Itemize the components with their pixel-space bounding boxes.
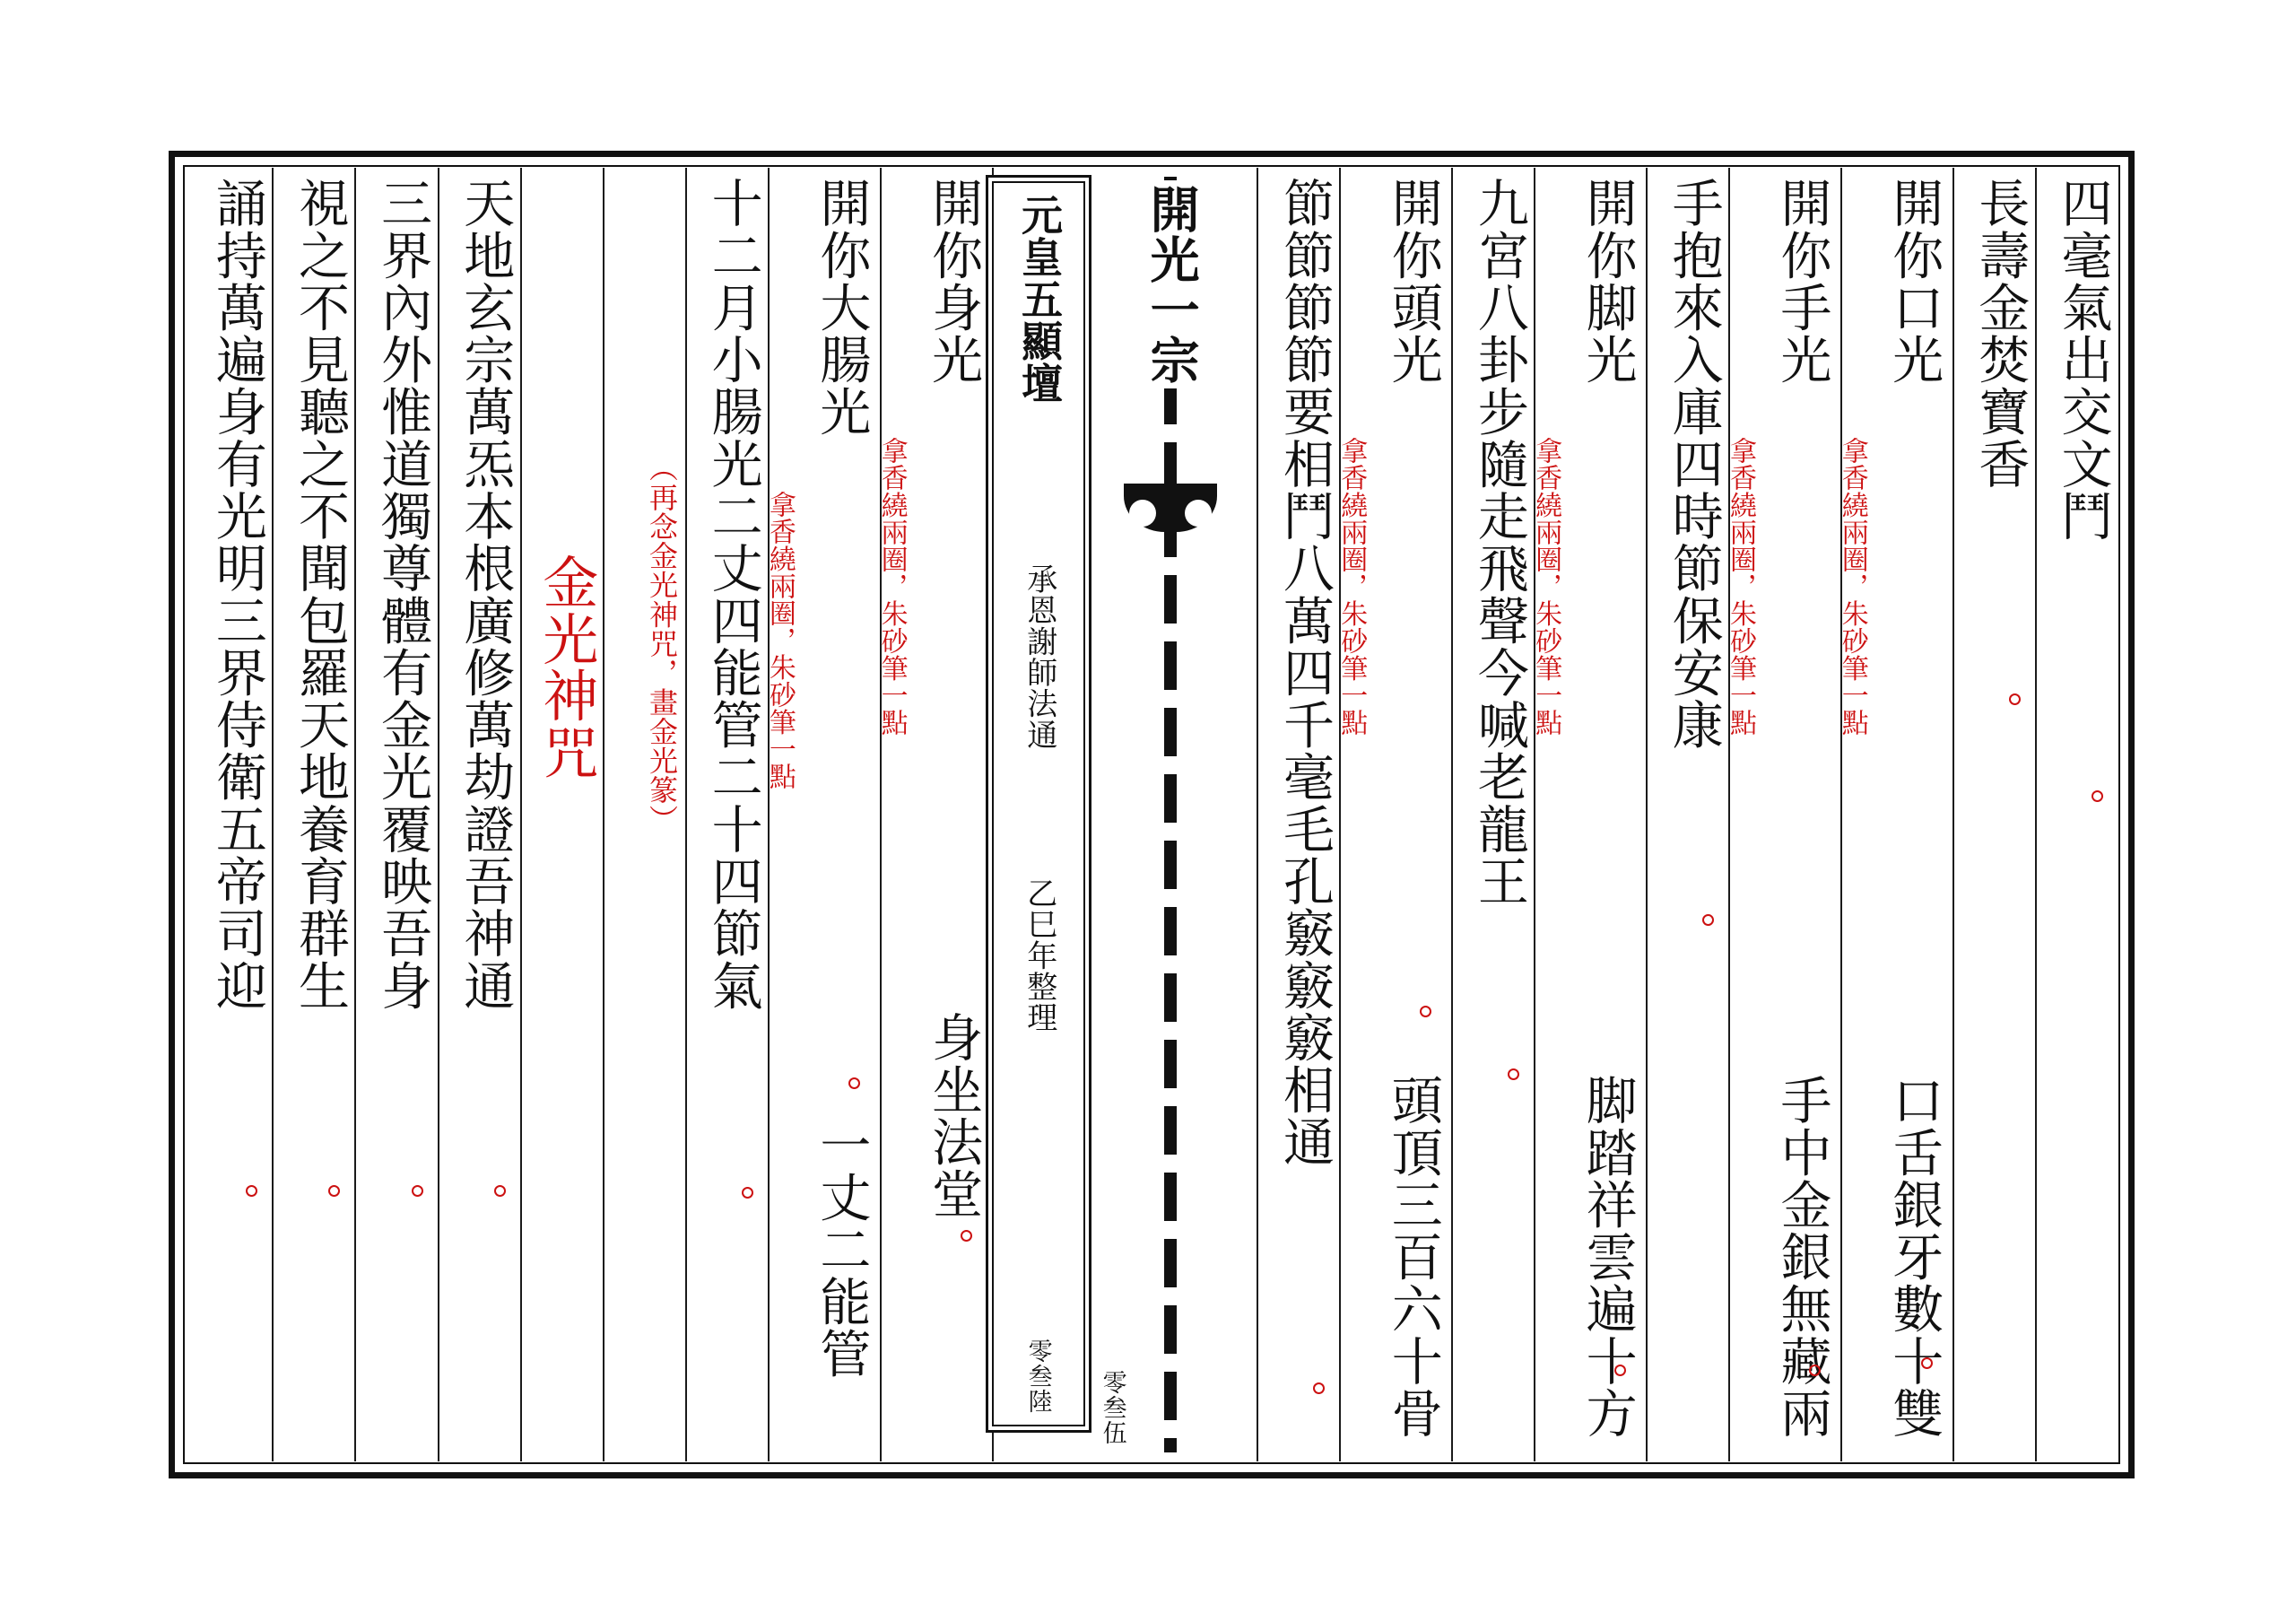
column-heading-red: 金光神咒 bbox=[534, 554, 596, 780]
text-column-3 bbox=[1837, 168, 1952, 1461]
plaque-year-note: 乙巳年整理 bbox=[1022, 877, 1056, 1033]
text-column-1 bbox=[2035, 168, 2118, 1461]
plaque-body-column bbox=[992, 168, 1126, 1461]
page-number-right: 零叁伍 bbox=[1099, 1369, 1126, 1445]
column-text: 視之不見聽之不聞包羅天地養育群生 bbox=[291, 177, 348, 1012]
column-note-red: （再念金光神咒，畫金光篆） bbox=[645, 453, 678, 834]
text-column-11 bbox=[764, 168, 880, 1461]
punctuation-dot bbox=[1614, 1365, 1626, 1376]
column-text-head: 開你手光 bbox=[1772, 177, 1830, 386]
text-column-9 bbox=[1257, 168, 1339, 1461]
column-text: 天地玄宗萬炁本根廣修萬劫證吾神通 bbox=[456, 177, 513, 1012]
column-text-head: 開你口光 bbox=[1884, 177, 1942, 386]
punctuation-dot bbox=[961, 1230, 972, 1242]
punctuation-dot bbox=[2092, 790, 2103, 802]
text-column-8 bbox=[1336, 168, 1451, 1461]
column-text-tail: 口舌銀牙數十雙 bbox=[1884, 1074, 1942, 1439]
text-column-4 bbox=[1725, 168, 1840, 1461]
column-annotation: 拿香繞兩圈，朱砂筆一點 bbox=[764, 491, 795, 790]
text-column-12 bbox=[685, 168, 768, 1461]
text-column-6 bbox=[1531, 168, 1646, 1461]
column-text: 十二月小腸光二丈四能管二十四節氣 bbox=[704, 177, 761, 1012]
text-column-5 bbox=[1646, 168, 1728, 1461]
title-plaque-column bbox=[1084, 168, 1257, 1461]
column-text: 手抱來入庫四時節保安康 bbox=[1665, 177, 1722, 751]
column-annotation: 拿香繞兩圈，朱砂筆一點 bbox=[1725, 437, 1755, 737]
punctuation-dot bbox=[1702, 914, 1714, 926]
column-annotation: 拿香繞兩圈，朱砂筆一點 bbox=[876, 437, 907, 737]
punctuation-dot bbox=[742, 1187, 753, 1199]
column-text: 三界內外惟道獨尊體有金光覆映吾身 bbox=[373, 177, 430, 1012]
punctuation-dot bbox=[1420, 1006, 1431, 1017]
text-column-7 bbox=[1451, 168, 1534, 1461]
punctuation-dot bbox=[1809, 1365, 1821, 1376]
column-text-head: 開你身光 bbox=[924, 177, 981, 386]
column-text-head: 開你頭光 bbox=[1384, 177, 1441, 386]
page-border-outer bbox=[169, 151, 2135, 1478]
punctuation-dot bbox=[494, 1185, 506, 1197]
text-column-16 bbox=[354, 168, 437, 1461]
column-text: 節節節節要相鬥八萬四千毫毛孔竅竅竅相通 bbox=[1275, 177, 1333, 1168]
punctuation-dot bbox=[328, 1185, 340, 1197]
column-text: 誦持萬遍身有光明三界侍衛五帝司迎 bbox=[208, 177, 265, 1012]
punctuation-dot bbox=[246, 1185, 257, 1197]
text-column-17 bbox=[272, 168, 354, 1461]
text-column-2 bbox=[1952, 168, 2035, 1461]
column-annotation: 拿香繞兩圈，朱砂筆一點 bbox=[1531, 437, 1561, 737]
column-text-tail: 身坐法堂 bbox=[924, 1011, 981, 1220]
punctuation-dot bbox=[848, 1077, 860, 1089]
punctuation-dot bbox=[412, 1185, 423, 1197]
text-column-10 bbox=[876, 168, 992, 1461]
text-column-container bbox=[186, 168, 2118, 1461]
punctuation-dot bbox=[1921, 1357, 1933, 1369]
text-column-14 bbox=[520, 168, 603, 1461]
column-text: 四毫氣出交文鬥 bbox=[2054, 177, 2110, 542]
page-number-left: 零叁陸 bbox=[1024, 1338, 1052, 1414]
column-text: 九宮八卦步隨走飛聲今喊老龍王 bbox=[1470, 177, 1527, 907]
column-annotation: 拿香繞兩圈，朱砂筆一點 bbox=[1336, 437, 1367, 737]
plaque-subheading: 元皇五顯壇 bbox=[1016, 194, 1063, 405]
column-annotation: 拿香繞兩圈，朱砂筆一點 bbox=[1837, 437, 1867, 737]
column-text-tail: 一丈二能管 bbox=[812, 1119, 869, 1380]
text-column-13 bbox=[603, 168, 685, 1461]
column-text-tail: 手中金銀無藏兩 bbox=[1772, 1074, 1830, 1439]
column-text-tail: 頭頂三百六十骨 bbox=[1384, 1074, 1441, 1439]
column-text-head: 開你脚光 bbox=[1578, 177, 1636, 386]
column-text-head: 開你大腸光 bbox=[812, 177, 869, 438]
column-text-tail: 脚踏祥雲遍十方 bbox=[1578, 1074, 1636, 1439]
plaque-heading: 開光一宗 bbox=[1144, 180, 1196, 388]
punctuation-dot bbox=[2009, 693, 2021, 705]
plaque-frame bbox=[986, 175, 1091, 1433]
text-column-15 bbox=[438, 168, 520, 1461]
punctuation-dot bbox=[1313, 1382, 1325, 1394]
column-text: 長壽金焚寶香 bbox=[1970, 177, 2028, 490]
plaque-attribution: 承恩謝師法通 bbox=[1022, 563, 1056, 751]
punctuation-dot bbox=[1508, 1068, 1519, 1080]
text-column-18 bbox=[186, 168, 272, 1461]
ornament-wings-icon bbox=[1124, 484, 1217, 532]
